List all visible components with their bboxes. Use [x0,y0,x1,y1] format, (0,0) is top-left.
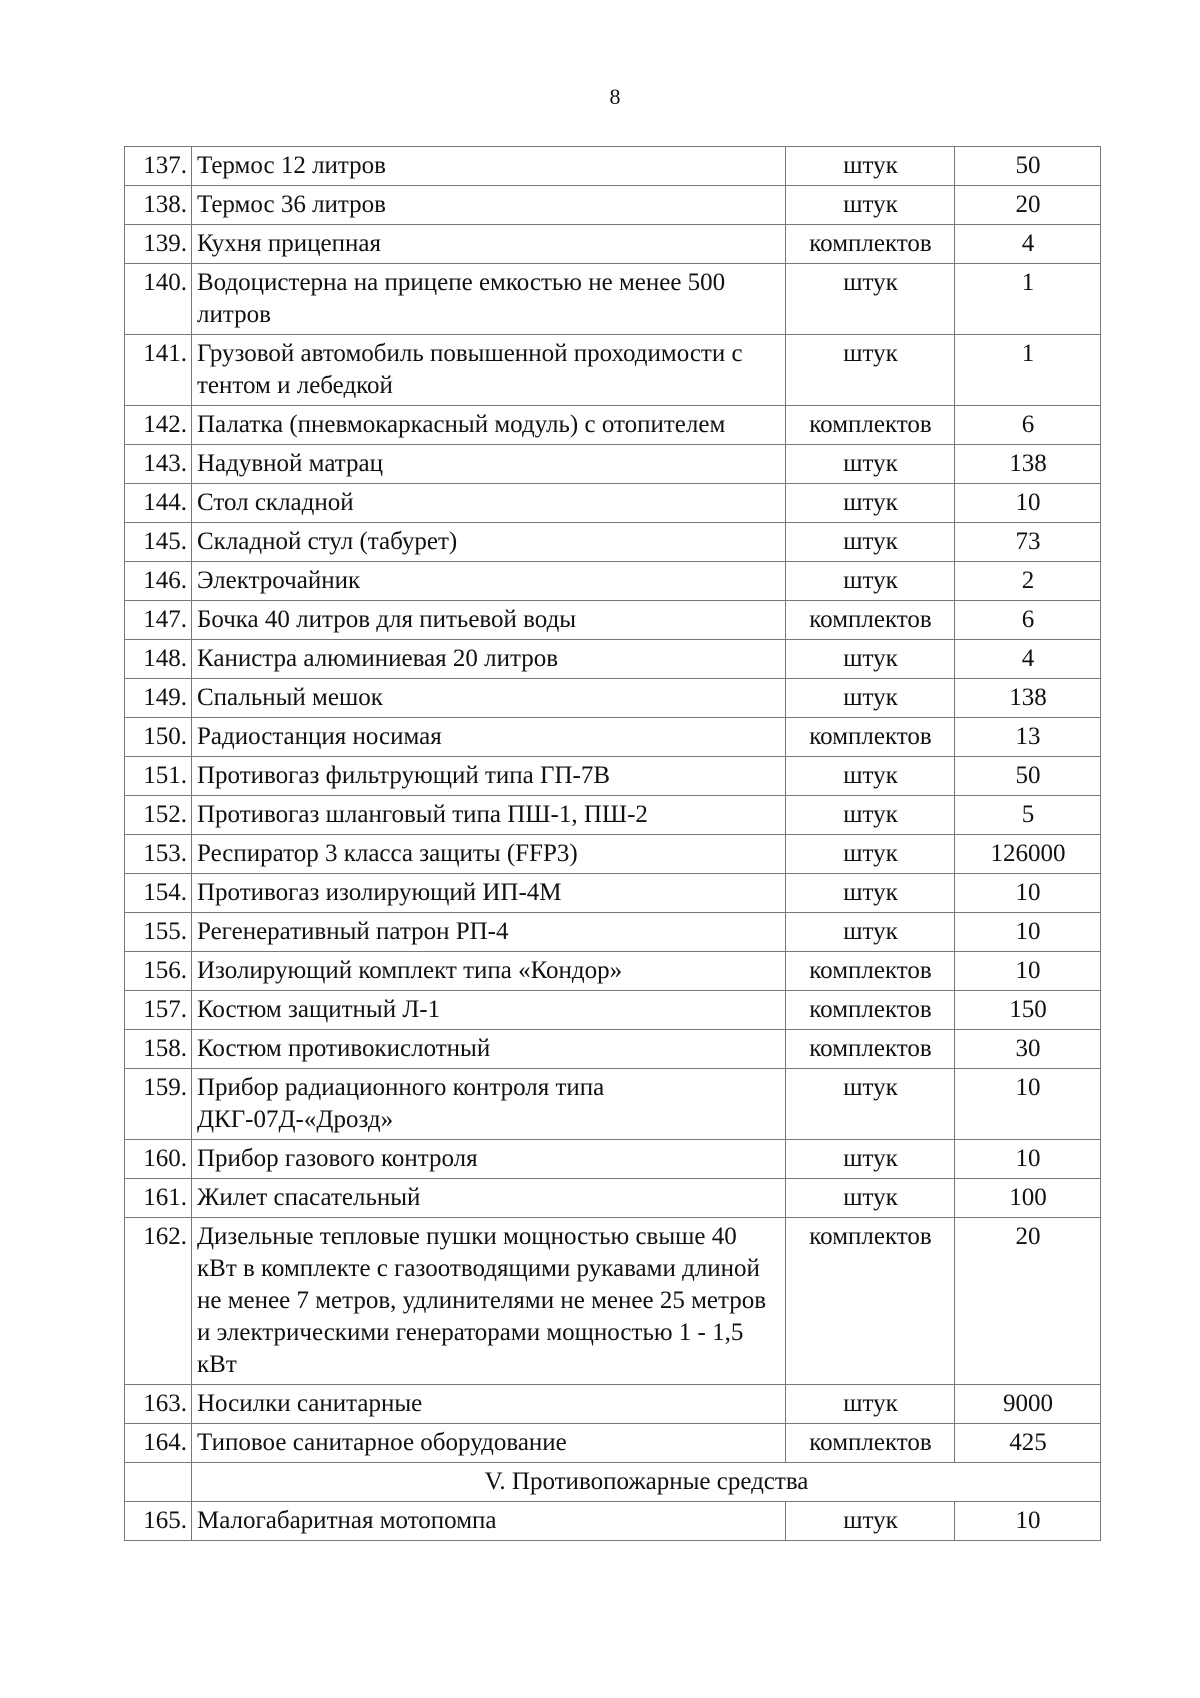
item-name: Жилет спасательный [192,1179,786,1218]
quantity: 126000 [955,835,1101,874]
item-name: Термос 12 литров [192,147,786,186]
item-name: Костюм противокислотный [192,1030,786,1069]
row-number: 152. [125,796,192,835]
table-row [125,1069,1101,1140]
unit-of-measure: комплектов [786,952,955,991]
row-number: 148. [125,640,192,679]
row-number: 155. [125,913,192,952]
quantity: 4 [955,640,1101,679]
unit-of-measure: комплектов [786,406,955,445]
item-name: Спальный мешок [192,679,786,718]
table-row [125,335,1101,406]
item-name: Костюм защитный Л-1 [192,991,786,1030]
unit-of-measure: комплектов [786,1424,955,1463]
quantity: 9000 [955,1385,1101,1424]
item-name: Прибор радиационного контроля типа ДКГ-07Д-«Дрозд» [192,1069,786,1140]
unit-of-measure: штук [786,562,955,601]
table-row [125,796,1101,835]
row-number: 137. [125,147,192,186]
row-number: 150. [125,718,192,757]
unit-of-measure: комплектов [786,1030,955,1069]
row-number: 164. [125,1424,192,1463]
item-name: Кухня прицепная [192,225,786,264]
section-heading-row [125,1463,1101,1502]
unit-of-measure: штук [786,874,955,913]
row-number: 145. [125,523,192,562]
quantity: 150 [955,991,1101,1030]
row-number: 139. [125,225,192,264]
quantity: 20 [955,1218,1101,1385]
row-number: 143. [125,445,192,484]
unit-of-measure: штук [786,1502,955,1541]
unit-of-measure: штук [786,640,955,679]
item-name: Грузовой автомобиль повышенной проходимости с тентом и лебедкой [192,335,786,406]
table-row [125,445,1101,484]
table-row [125,1385,1101,1424]
item-name: Складной стул (табурет) [192,523,786,562]
unit-of-measure: штук [786,1069,955,1140]
table-row [125,1502,1101,1541]
item-name: Бочка 40 литров для питьевой воды [192,601,786,640]
item-name: Носилки санитарные [192,1385,786,1424]
item-name: Дизельные тепловые пушки мощностью свыше 40 кВт в комплекте с газоотводящими рукавами длиной не менее 7 метров, удлинителями не менее 25 метров и электрическими генераторами мощностью 1 - 1,5 кВт [192,1218,786,1385]
unit-of-measure: штук [786,523,955,562]
item-name: Противогаз шланговый типа ПШ-1, ПШ-2 [192,796,786,835]
table-row [125,601,1101,640]
quantity: 13 [955,718,1101,757]
unit-of-measure: штук [786,757,955,796]
item-name: Электрочайник [192,562,786,601]
item-name: Термос 36 литров [192,186,786,225]
unit-of-measure: штук [786,796,955,835]
item-name: Палатка (пневмокаркасный модуль) с отопителем [192,406,786,445]
quantity: 10 [955,1502,1101,1541]
row-number: 157. [125,991,192,1030]
unit-of-measure: комплектов [786,718,955,757]
table-row [125,718,1101,757]
table-row [125,225,1101,264]
table-row [125,406,1101,445]
unit-of-measure: штук [786,1140,955,1179]
row-number: 141. [125,335,192,406]
quantity: 6 [955,601,1101,640]
table-row [125,523,1101,562]
quantity: 10 [955,484,1101,523]
quantity: 6 [955,406,1101,445]
item-name: Регенеративный патрон РП-4 [192,913,786,952]
row-number: 161. [125,1179,192,1218]
unit-of-measure: штук [786,264,955,335]
table-row [125,1140,1101,1179]
quantity: 50 [955,757,1101,796]
row-number: 154. [125,874,192,913]
item-name: Радиостанция носимая [192,718,786,757]
quantity: 10 [955,952,1101,991]
unit-of-measure: комплектов [786,225,955,264]
item-name: Канистра алюминиевая 20 литров [192,640,786,679]
table-row [125,1179,1101,1218]
item-name: Водоцистерна на прицепе емкостью не менее 500 литров [192,264,786,335]
quantity: 30 [955,1030,1101,1069]
row-number: 147. [125,601,192,640]
item-name: Респиратор 3 класса защиты (FFP3) [192,835,786,874]
quantity: 425 [955,1424,1101,1463]
quantity: 1 [955,264,1101,335]
table-row [125,147,1101,186]
table-row [125,640,1101,679]
item-name: Прибор газового контроля [192,1140,786,1179]
section-number-cell [125,1463,192,1502]
quantity: 138 [955,445,1101,484]
unit-of-measure: штук [786,1385,955,1424]
table-body [125,147,1101,1541]
table-row [125,484,1101,523]
row-number: 140. [125,264,192,335]
row-number: 144. [125,484,192,523]
quantity: 20 [955,186,1101,225]
unit-of-measure: комплектов [786,601,955,640]
table-row [125,913,1101,952]
equipment-table [124,146,1101,1541]
quantity: 50 [955,147,1101,186]
unit-of-measure: штук [786,335,955,406]
table-row [125,679,1101,718]
row-number: 165. [125,1502,192,1541]
table-row [125,186,1101,225]
row-number: 153. [125,835,192,874]
row-number: 146. [125,562,192,601]
unit-of-measure: штук [786,835,955,874]
table-row [125,562,1101,601]
item-name: Стол складной [192,484,786,523]
unit-of-measure: штук [786,679,955,718]
row-number: 156. [125,952,192,991]
quantity: 10 [955,913,1101,952]
table-row [125,1424,1101,1463]
quantity: 1 [955,335,1101,406]
unit-of-measure: штук [786,445,955,484]
row-number: 160. [125,1140,192,1179]
row-number: 159. [125,1069,192,1140]
table-row [125,874,1101,913]
unit-of-measure: комплектов [786,1218,955,1385]
quantity: 5 [955,796,1101,835]
table-row [125,1218,1101,1385]
unit-of-measure: штук [786,186,955,225]
unit-of-measure: штук [786,913,955,952]
table-row [125,835,1101,874]
unit-of-measure: комплектов [786,991,955,1030]
section-heading: V. Противопожарные средства [192,1463,1101,1502]
quantity: 10 [955,1140,1101,1179]
item-name: Изолирующий комплект типа «Кондор» [192,952,786,991]
item-name: Надувной матрац [192,445,786,484]
page-number: 8 [609,84,621,109]
row-number: 138. [125,186,192,225]
row-number: 162. [125,1218,192,1385]
quantity: 4 [955,225,1101,264]
unit-of-measure: штук [786,147,955,186]
quantity: 10 [955,874,1101,913]
quantity: 73 [955,523,1101,562]
quantity: 10 [955,1069,1101,1140]
quantity: 100 [955,1179,1101,1218]
row-number: 142. [125,406,192,445]
quantity: 2 [955,562,1101,601]
unit-of-measure: штук [786,484,955,523]
row-number: 151. [125,757,192,796]
item-name: Противогаз фильтрующий типа ГП-7В [192,757,786,796]
row-number: 158. [125,1030,192,1069]
row-number: 163. [125,1385,192,1424]
item-name: Типовое санитарное оборудование [192,1424,786,1463]
table-row [125,1030,1101,1069]
quantity: 138 [955,679,1101,718]
item-name: Малогабаритная мотопомпа [192,1502,786,1541]
row-number: 149. [125,679,192,718]
table-row [125,991,1101,1030]
unit-of-measure: штук [786,1179,955,1218]
table-row [125,952,1101,991]
table-row [125,757,1101,796]
table-row [125,264,1101,335]
item-name: Противогаз изолирующий ИП-4М [192,874,786,913]
